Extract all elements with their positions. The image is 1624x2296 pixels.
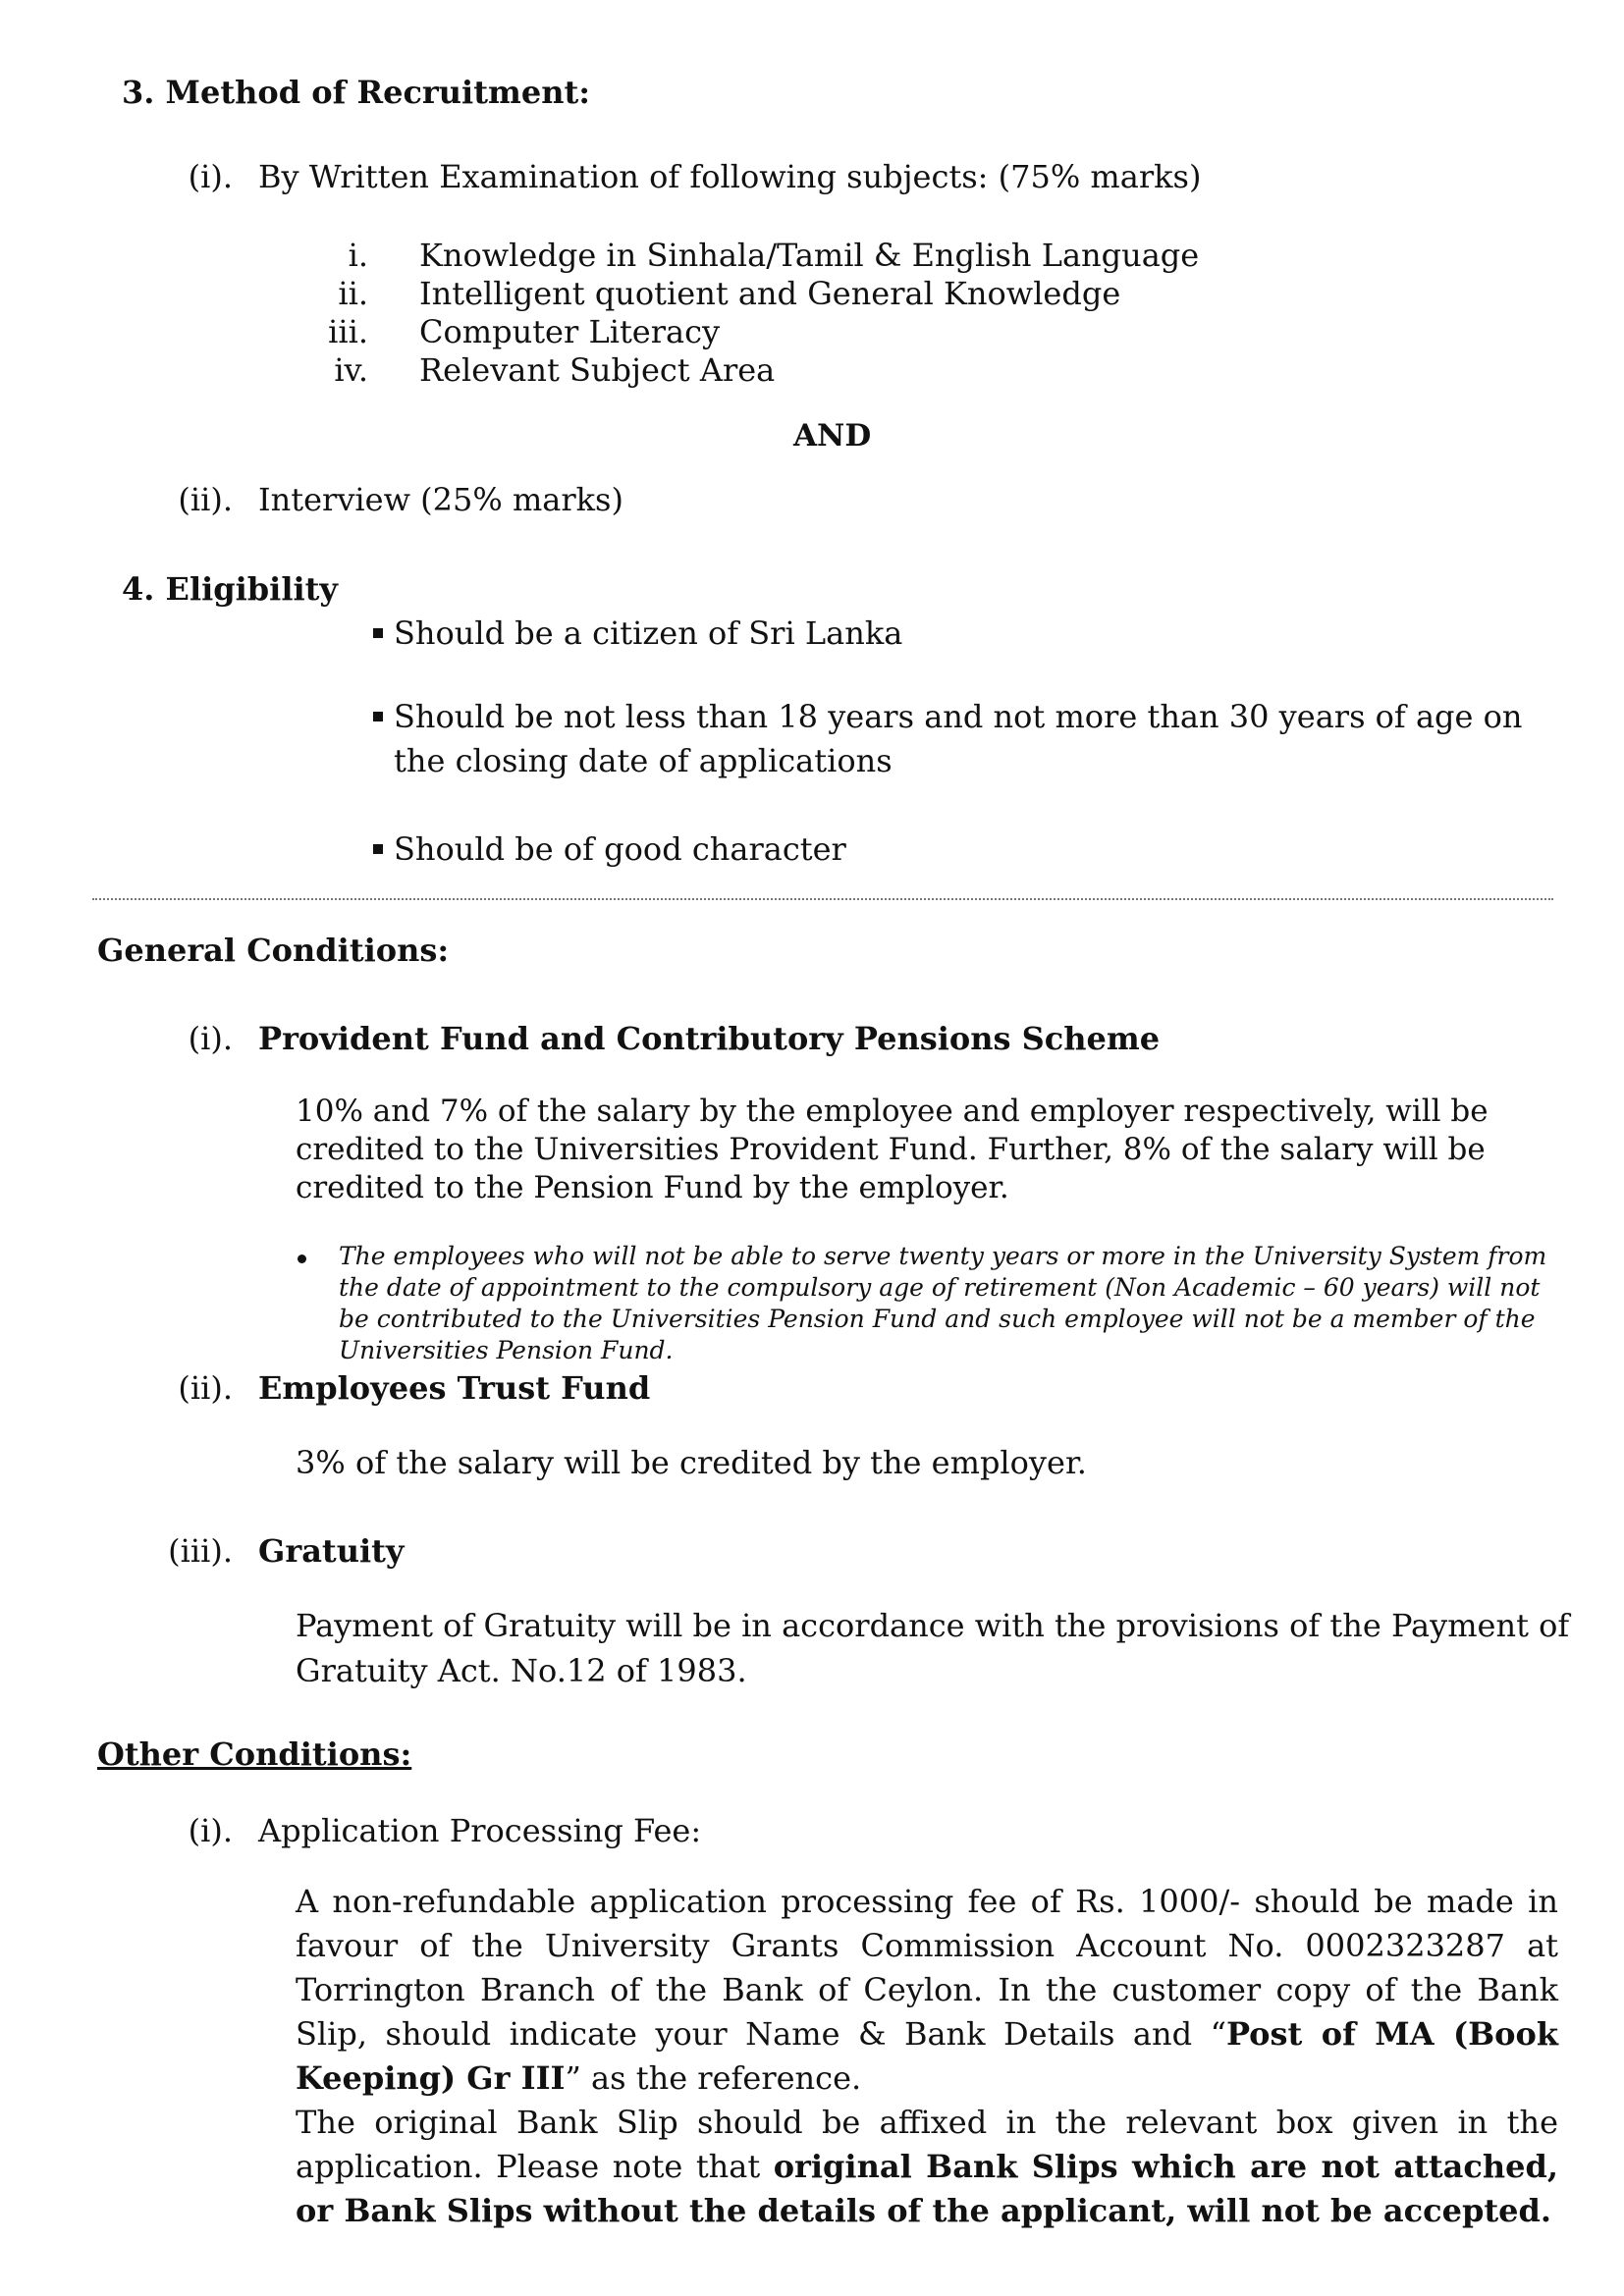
item-i-number: (i). [188, 158, 233, 195]
etf-title: Employees Trust Fund [258, 1369, 651, 1407]
subject-number: iii. [328, 313, 368, 350]
general-conditions-heading: General Conditions: [97, 932, 450, 969]
bullet-square-icon [373, 844, 383, 854]
post-reference: Post of MA (Book Keeping) Gr III [296, 2015, 1559, 2097]
gratuity-body-line: Gratuity Act. No.12 of 1983. [296, 1652, 747, 1689]
subject-number: i. [348, 237, 368, 274]
fee-paragraph [296, 1880, 1558, 2101]
written-exam-text: By Written Examination of following subjects: (75% marks) [258, 158, 1202, 195]
other-conditions-heading: Other Conditions: [97, 1735, 412, 1773]
pf-number: (i). [188, 1020, 233, 1057]
subject-number: iv. [334, 351, 368, 389]
gratuity-title: Gratuity [258, 1532, 405, 1570]
eligibility-bullet: Should be of good character [394, 830, 846, 868]
fee-paragraph-text: ” as the reference. [565, 2059, 862, 2097]
pf-note: The employees who will not be able to serve twenty years or more in the University System from the date of appointment to the compulsory age of retirement (Non Academic – 60 years) will not be contributed to the Universities Pension Fund and such employee will not be a member of the Universities Pension Fund. [339, 1242, 1547, 1364]
pf-title: Provident Fund and Contributory Pensions Scheme [258, 1020, 1161, 1057]
eligibility-bullet: Should be a citizen of Sri Lanka [394, 614, 903, 652]
subject-text: Knowledge in Sinhala/Tamil & English Language [419, 237, 1200, 274]
bank-slip-warning: original Bank Slips which are not attached, or Bank Slips without the details of the applicant, will not be accepted. [296, 2148, 1559, 2229]
pf-body: 10% and 7% of the salary by the employee and employer respectively, will be credited to the Universities Provident Fund. Further, 8% of the salary will be credited to the Pension Fund by the employer. [296, 1094, 1489, 1205]
etf-body: 3% of the salary will be credited by the employer. [296, 1444, 1087, 1481]
subject-text: Computer Literacy [419, 313, 721, 350]
gratuity-number: (iii). [168, 1532, 233, 1570]
item-ii-number: (ii). [178, 481, 233, 518]
and-label: AND [793, 418, 872, 454]
section-divider [92, 898, 1553, 900]
fee-number: (i). [188, 1812, 233, 1849]
section-3-heading: 3. Method of Recruitment: [122, 74, 591, 111]
fee-title: Application Processing Fee: [258, 1812, 702, 1849]
gratuity-body-line: Payment of Gratuity will be in accordance with the provisions of the Payment of [296, 1607, 1570, 1644]
fee-paragraph-text: A non-refundable application processing fee of Rs. 1000/- should be made in favour of the University Grants Commission Account No. 0002323287 at Torrington Branch of the Bank of Ceylon. In the customer copy of the Bank Slip, should indicate your Name & Bank Details and “ [296, 1883, 1558, 2053]
eligibility-bullet: Should be not less than 18 years and not more than 30 years of age on the closing date of applications [394, 698, 1523, 779]
subject-text: Relevant Subject Area [419, 351, 776, 389]
section-4-heading: 4. Eligibility [122, 570, 338, 608]
subject-number: ii. [338, 275, 368, 312]
bullet-dot-icon [298, 1255, 306, 1263]
bullet-square-icon [373, 712, 383, 721]
bank-slip-paragraph [296, 2101, 1558, 2233]
bullet-square-icon [373, 628, 383, 638]
subject-text: Intelligent quotient and General Knowledge [419, 275, 1121, 312]
interview-text: Interview (25% marks) [258, 481, 623, 518]
bank-slip-text: The original Bank Slip should be affixed in the relevant box given in the application. Please note that [296, 2104, 1558, 2185]
etf-number: (ii). [178, 1369, 233, 1407]
